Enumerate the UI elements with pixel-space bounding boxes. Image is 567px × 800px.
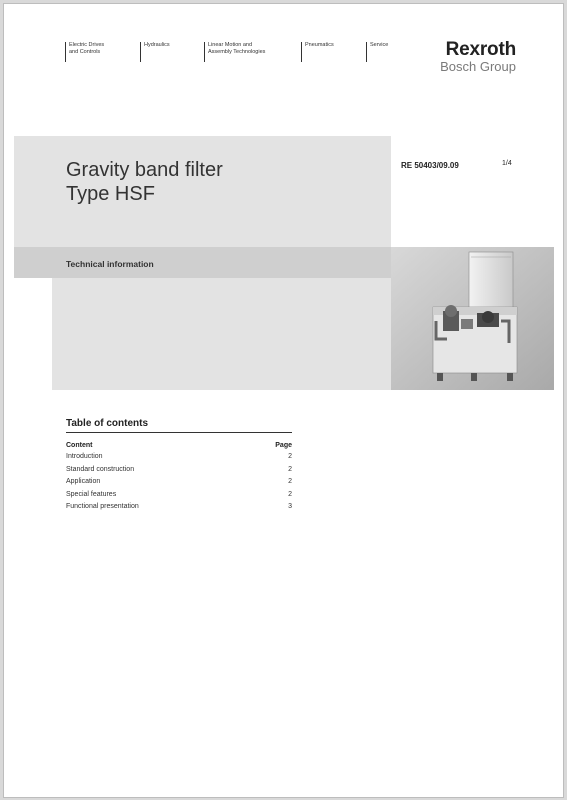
toc-row[interactable] [66, 476, 292, 489]
toc-entry-label: Introduction [66, 453, 103, 460]
brand-group: Bosch Group [440, 59, 516, 74]
toc-entry-page: 2 [288, 453, 292, 460]
nav-electric-drives: Electric Drives and Controls [65, 42, 104, 62]
toc-entry-page: 2 [288, 490, 292, 498]
document-number: RE 50403/09.09 [401, 161, 459, 170]
toc-title: Table of contents [66, 418, 292, 433]
toc-entry-label: Standard construction [66, 465, 135, 473]
document-page [3, 3, 564, 798]
toc-entry-page: 3 [288, 503, 292, 510]
toc-header [66, 442, 292, 449]
brand-name: Rexroth [445, 39, 516, 60]
filter-unit-image [391, 247, 554, 390]
intro-panel [52, 278, 391, 390]
toc-entry-label: Application [66, 478, 101, 485]
toc-row[interactable] [66, 501, 292, 514]
nav-pneumatics: Pneumatics [301, 42, 334, 62]
nav-hydraulics: Hydraulics [140, 42, 170, 62]
toc-entry-page: 2 [288, 465, 292, 473]
toc-entry-label: Special features [66, 490, 117, 498]
toc-col-content: Content [66, 442, 93, 449]
nav-service: Service [366, 42, 388, 62]
nav-linear-motion: Linear Motion and Assembly Technologies [204, 42, 265, 62]
page-indicator: 1/4 [502, 160, 512, 167]
toc-entry-page: 2 [288, 478, 292, 485]
document-subtitle: Type HSF [66, 183, 155, 205]
toc-row[interactable] [66, 464, 292, 477]
toc-col-page: Page [275, 442, 292, 449]
table-of-contents [66, 418, 292, 514]
section-band [14, 247, 391, 278]
toc-row[interactable] [66, 451, 292, 464]
toc-entry-label: Functional presentation [66, 503, 139, 510]
document-title: Gravity band filter [66, 159, 223, 181]
brand-logo [440, 40, 516, 73]
section-label: Technical information [66, 259, 154, 269]
toc-row[interactable] [66, 489, 292, 502]
product-photo [391, 247, 554, 390]
